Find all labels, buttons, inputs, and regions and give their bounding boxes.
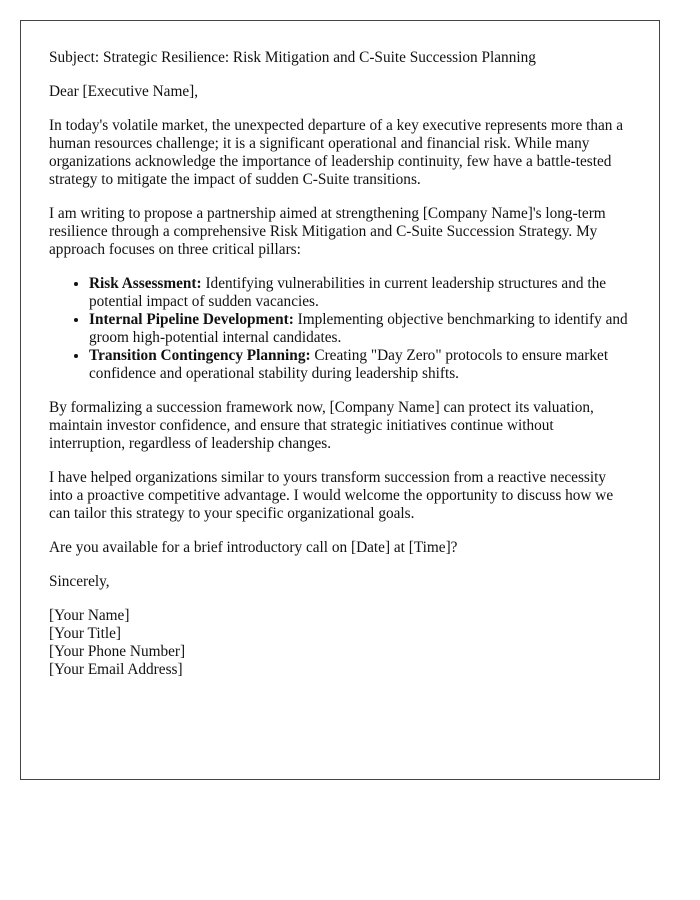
benefits-paragraph: By formalizing a succession framework now, [Company Name] can protect its valuation, maintain investor confidence, and ensure that strategic initiatives continue without interruption, regardless of leadership changes. — [49, 399, 594, 452]
closing: Sincerely, — [49, 573, 110, 590]
signature-email: [Your Email Address] — [49, 661, 183, 678]
pillar-text: Identifying vulnerabilities in current leadership structures and the potential impact of sudden vacancies. — [89, 275, 607, 310]
signature-title: [Your Title] — [49, 625, 121, 642]
pillar-title: Risk Assessment: — [89, 275, 202, 292]
experience-paragraph: I have helped organizations similar to yours transform succession from a reactive necessity into a proactive competitive advantage. I would welcome the opportunity to discuss how we can tailor this strategy to your specific organizational goals. — [49, 469, 614, 522]
signature-name: [Your Name] — [49, 607, 130, 624]
pillar-title: Internal Pipeline Development: — [89, 311, 294, 328]
intro-paragraph: In today's volatile market, the unexpected departure of a key executive represents more than a human resources challenge; it is a significant operational and financial risk. While many organizations acknowledge the importance of leadership continuity, few have a battle-tested strategy to mitigate the impact of sudden C-Suite transitions. — [49, 117, 624, 188]
greeting: Dear [Executive Name], — [49, 83, 199, 100]
pillars-list — [49, 275, 631, 383]
subject-line: Subject: Strategic Resilience: Risk Mitigation and C-Suite Succession Planning — [49, 49, 536, 66]
pillar-text: Creating "Day Zero" protocols to ensure market confidence and operational stability during leadership shifts. — [89, 347, 609, 382]
pillar-title: Transition Contingency Planning: — [89, 347, 311, 364]
signature-phone: [Your Phone Number] — [49, 643, 186, 660]
pillar-item — [89, 311, 631, 347]
proposal-paragraph: I am writing to propose a partnership aimed at strengthening [Company Name]'s long-term resilience through a comprehensive Risk Mitigation and C-Suite Succession Strategy. My approach focuses on three critical pillars: — [49, 205, 606, 258]
pillar-text: Implementing objective benchmarking to identify and groom high-potential internal candidates. — [89, 311, 628, 346]
call-to-action: Are you available for a brief introductory call on [Date] at [Time]? — [49, 539, 458, 556]
pillar-item — [89, 347, 631, 383]
pillar-item — [89, 275, 631, 311]
signature-block — [49, 607, 631, 679]
letter-container — [20, 20, 660, 780]
